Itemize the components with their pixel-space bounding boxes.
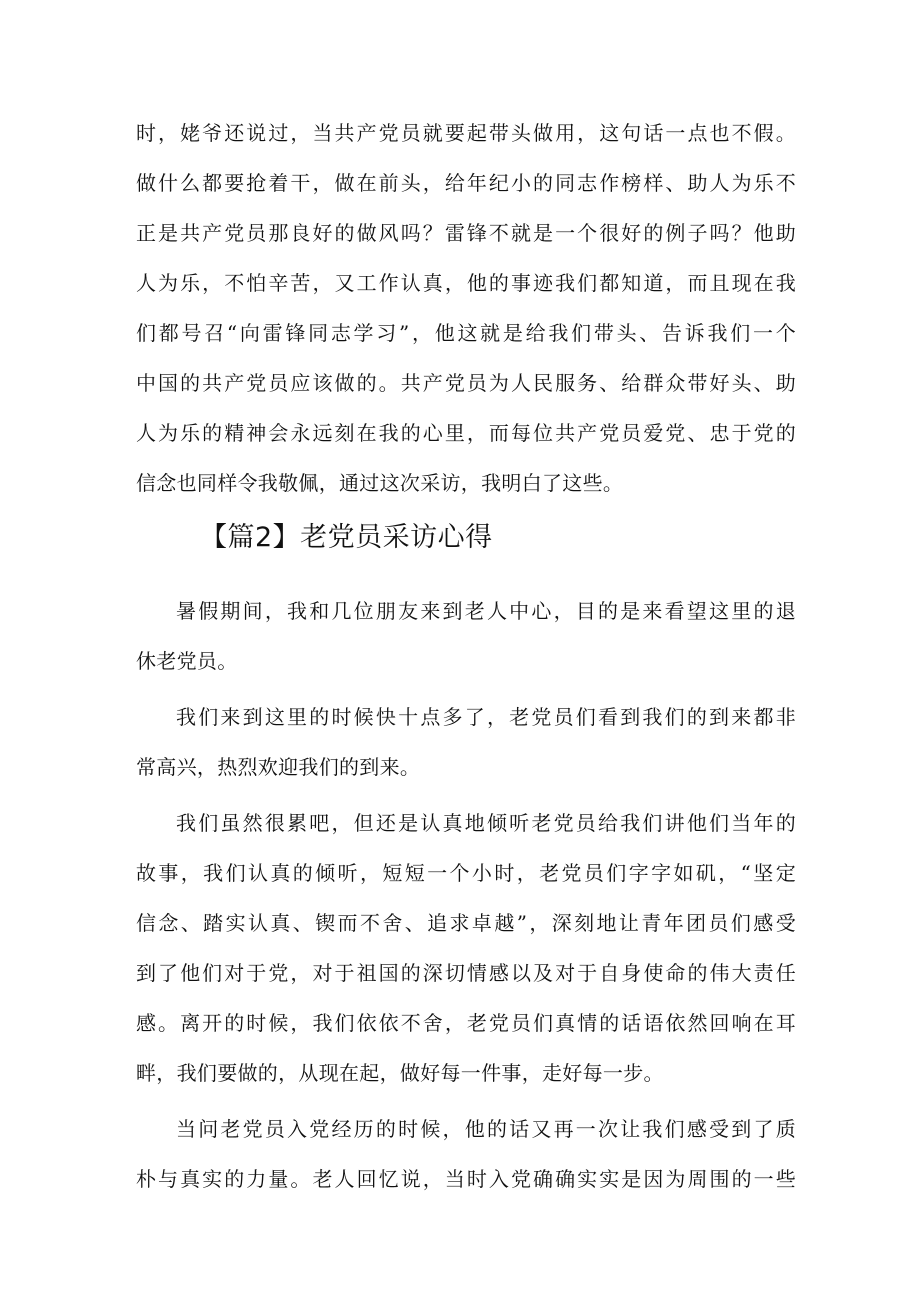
paragraph-line: 我们虽然很累吧，但还是认真地倾听老党员给我们讲他们当年的 (176, 811, 796, 835)
paragraph-line: 到了他们对于党，对于祖国的深切情感以及对于自身使命的伟大责任 (136, 961, 796, 985)
paragraph-line: 感。离开的时候，我们依依不舍，老党员们真情的话语依然回响在耳 (136, 1011, 796, 1035)
paragraph-line: 故事，我们认真的倾听，短短一个小时，老党员们字字如矶，“坚定 (136, 861, 796, 885)
paragraph-line: 朴与真实的力量。老人回忆说，当时入党确确实实是因为周围的一些 (136, 1167, 796, 1191)
paragraph-line: 人为乐，不怕辛苦，又工作认真，他的事迹我们都知道，而且现在我 (136, 271, 796, 295)
paragraph-line: 暑假期间，我和几位朋友来到老人中心，目的是来看望这里的退 (176, 599, 796, 623)
paragraph-line: 做什么都要抢着干，做在前头，给年纪小的同志作榜样、助人为乐不 (136, 171, 796, 195)
paragraph-line: 正是共产党员那良好的做风吗？雷锋不就是一个很好的例子吗？他助 (136, 221, 796, 245)
paragraph-line: 们都号召“向雷锋同志学习”，他这就是给我们带头、告诉我们一个 (136, 321, 796, 345)
paragraph-line: 中国的共产党员应该做的。共产党员为人民服务、给群众带好头、助 (136, 371, 796, 395)
paragraph-line: 当问老党员入党经历的时候，他的话又再一次让我们感受到了质 (176, 1117, 796, 1141)
paragraph-line: 我们来到这里的时候快十点多了，老党员们看到我们的到来都非 (176, 705, 796, 729)
paragraph-line: 休老党员。 (136, 649, 238, 673)
paragraph-line: 信念也同样令我敬佩，通过这次采访，我明白了这些。 (136, 471, 624, 495)
paragraph-line: 常高兴，热烈欢迎我们的到来。 (136, 755, 421, 779)
paragraph-line: 时，姥爷还说过，当共产党员就要起带头做用，这句话一点也不假。 (136, 121, 796, 145)
paragraph-line: 人为乐的精神会永远刻在我的心里，而每位共产党员爱党、忠于党的 (136, 421, 796, 445)
section-heading: 【篇2】老党员采访心得 (200, 522, 493, 553)
paragraph-line: 畔，我们要做的，从现在起，做好每一件事，走好每一步。 (136, 1061, 664, 1085)
paragraph-line: 信念、踏实认真、锲而不舍、追求卓越”，深刻地让青年团员们感受 (136, 911, 796, 935)
